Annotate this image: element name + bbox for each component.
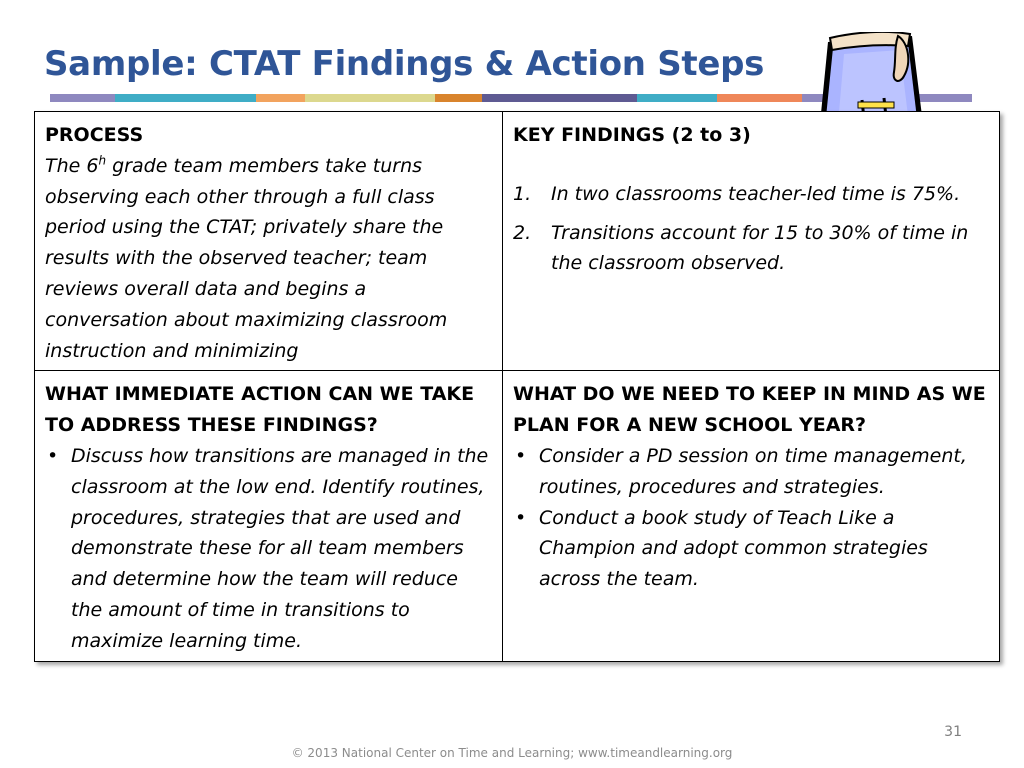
immediate-action-heading: WHAT IMMEDIATE ACTION CAN WE TAKE TO ADDRESS THESE FINDINGS?: [45, 383, 475, 437]
list-item: 2. Transitions account for 15 to 30% of time in the classroom observed.: [513, 221, 969, 275]
page-number: 31: [944, 724, 962, 740]
accent-segment: [435, 94, 482, 102]
process-heading: PROCESS: [45, 124, 144, 146]
findings-table: [34, 111, 1000, 662]
accent-segment: [482, 94, 637, 102]
accent-segment: [717, 94, 802, 102]
accent-segment: [50, 94, 115, 102]
table-row: [35, 371, 1000, 661]
process-text: The 6$^h$ grade team members take turns observing each other through a full class period using the CTAT; privately share the results with the observed teacher; team reviews overall data and begins a conversation about maximizing classroom instruction and minimizing: [45, 153, 448, 362]
list-item: • Discuss how transitions are managed in the classroom at the low end. Identify routines, procedures, strategies that are used and demonstrate these for all team members and determine how the team will reduce the amount of time in transitions to maximize learning time.: [45, 441, 492, 657]
key-findings-list: [513, 179, 989, 279]
bullet-icon: •: [515, 444, 527, 467]
key-findings-cell: [503, 112, 1000, 371]
plan-heading: WHAT DO WE NEED TO KEEP IN MIND AS WE PLAN FOR A NEW SCHOOL YEAR?: [513, 383, 986, 437]
table-row: [35, 112, 1000, 371]
accent-segment: [115, 94, 256, 102]
accent-segment: [256, 94, 305, 102]
process-cell: [35, 112, 503, 371]
bullet-icon: •: [515, 506, 527, 529]
bullet-icon: •: [47, 444, 59, 467]
list-item: 1. In two classrooms teacher-led time is 75%.: [513, 182, 961, 205]
immediate-action-list: [45, 441, 492, 657]
plan-list: [513, 441, 989, 595]
plan-cell: [503, 371, 1000, 661]
immediate-action-cell: [35, 371, 503, 661]
slide-title: Sample: CTAT Findings & Action Steps: [44, 44, 765, 84]
footer-copyright: © 2013 National Center on Time and Learning; www.timeandlearning.org: [291, 746, 733, 760]
accent-segment: [637, 94, 717, 102]
accent-segment: [305, 94, 435, 102]
list-item: • Consider a PD session on time management, routines, procedures and strategies.: [513, 441, 989, 503]
key-findings-heading: KEY FINDINGS (2 to 3): [513, 124, 751, 146]
list-item: • Conduct a book study of Teach Like a Champion and adopt common strategies across the team.: [513, 503, 989, 595]
